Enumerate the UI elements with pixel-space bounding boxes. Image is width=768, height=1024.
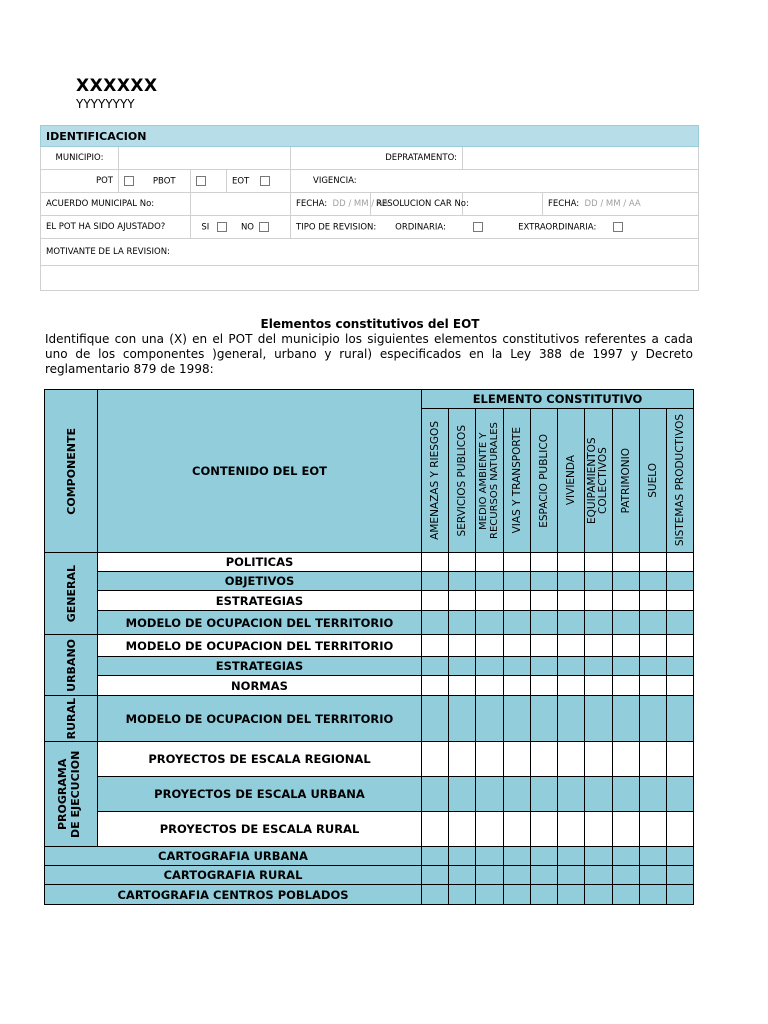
mark-cell[interactable]	[558, 812, 585, 847]
column-header	[422, 409, 449, 553]
mark-cell[interactable]	[531, 572, 558, 591]
row-label: CARTOGRAFIA CENTROS POBLADOS	[45, 885, 422, 905]
row-label: CARTOGRAFIA URBANA	[45, 847, 422, 866]
group-label: RURAL	[64, 697, 78, 740]
mark-cell[interactable]	[558, 572, 585, 591]
elemento-header: ELEMENTO CONSTITUTIVO	[422, 390, 694, 409]
column-label: SERVICIOS PUBLICOS	[455, 424, 468, 537]
mark-cell[interactable]	[640, 657, 667, 676]
mark-cell[interactable]	[476, 812, 504, 847]
identification-form	[40, 125, 699, 291]
mark-cell[interactable]	[422, 777, 449, 812]
mark-cell[interactable]	[558, 611, 585, 635]
mark-cell[interactable]	[449, 812, 476, 847]
group-label: GENERAL	[64, 564, 78, 623]
resolucion-label: RESOLUCION CAR No:	[371, 193, 463, 216]
mark-cell[interactable]	[667, 696, 694, 742]
mark-cell[interactable]	[640, 635, 667, 657]
pot-checkbox[interactable]	[124, 176, 134, 186]
mark-cell[interactable]	[558, 696, 585, 742]
mark-cell[interactable]	[585, 553, 613, 572]
elements-table	[44, 389, 694, 905]
mark-cell[interactable]	[531, 866, 558, 885]
mark-cell[interactable]	[531, 657, 558, 676]
column-label: VIAS Y TRANSPORTE	[510, 427, 523, 534]
row-label: POLITICAS	[98, 553, 422, 572]
mark-cell[interactable]	[613, 866, 640, 885]
mark-cell[interactable]	[667, 611, 694, 635]
mark-cell[interactable]	[558, 591, 585, 611]
row-label: MODELO DE OCUPACION DEL TERRITORIO	[98, 635, 422, 657]
mark-cell[interactable]	[476, 591, 504, 611]
group-programa	[45, 742, 98, 847]
eot-option	[227, 170, 291, 193]
mark-cell[interactable]	[585, 635, 613, 657]
mark-cell[interactable]	[531, 611, 558, 635]
column-label: MEDIO AMBIENTE Y RECURSOS NATURALES	[477, 422, 500, 539]
mark-cell[interactable]	[640, 777, 667, 812]
ajustado-options	[191, 216, 291, 239]
municipio-label: MUNICIPIO:	[41, 147, 119, 170]
document-subtitle: YYYYYYYY	[76, 97, 135, 111]
group-label: URBANO	[64, 638, 78, 692]
mark-cell[interactable]	[585, 657, 613, 676]
tipo-revision-row	[291, 216, 699, 239]
mark-cell[interactable]	[531, 742, 558, 777]
column-header	[504, 409, 531, 553]
acuerdo-field[interactable]	[191, 193, 291, 216]
mark-cell[interactable]	[667, 572, 694, 591]
section-description: Identifique con una (X) en el POT del municipio los siguientes elementos constitutivos referentes a cada uno de los componentes )general, urbano y rural) especificados en la Ley 388 de 1997 y Decreto reglamentario 879 de 1998:	[45, 332, 693, 376]
mark-cell[interactable]	[504, 657, 531, 676]
column-header	[476, 409, 504, 553]
no-label: NO	[240, 222, 254, 233]
mark-cell[interactable]	[504, 572, 531, 591]
row-label: ESTRATEGIAS	[98, 657, 422, 676]
mark-cell[interactable]	[476, 572, 504, 591]
mark-cell[interactable]	[476, 553, 504, 572]
fecha-placeholder: DD / MM / AA	[332, 199, 389, 209]
mark-cell[interactable]	[422, 657, 449, 676]
mark-cell[interactable]	[449, 572, 476, 591]
mark-cell[interactable]	[667, 812, 694, 847]
mark-cell[interactable]	[613, 553, 640, 572]
mark-cell[interactable]	[558, 885, 585, 905]
mark-cell[interactable]	[476, 635, 504, 657]
document-title: XXXXXX	[76, 76, 158, 96]
mark-cell[interactable]	[449, 777, 476, 812]
mark-cell[interactable]	[585, 885, 613, 905]
mark-cell[interactable]	[585, 611, 613, 635]
mark-cell[interactable]	[640, 553, 667, 572]
row-label: PROYECTOS DE ESCALA URBANA	[98, 777, 422, 812]
mark-cell[interactable]	[422, 696, 449, 742]
mark-cell[interactable]	[585, 591, 613, 611]
mark-cell[interactable]	[585, 866, 613, 885]
mark-cell[interactable]	[585, 572, 613, 591]
mark-cell[interactable]	[504, 591, 531, 611]
ordinaria-checkbox[interactable]	[473, 222, 483, 232]
eot-label: EOT	[232, 176, 250, 187]
mark-cell[interactable]	[585, 676, 613, 696]
column-label: PATRIMONIO	[619, 447, 632, 514]
mark-cell[interactable]	[585, 847, 613, 866]
fecha-placeholder: DD / MM / AA	[584, 199, 641, 209]
mark-cell[interactable]	[667, 742, 694, 777]
mark-cell[interactable]	[476, 696, 504, 742]
mark-cell[interactable]	[558, 866, 585, 885]
mark-cell[interactable]	[640, 696, 667, 742]
mark-cell[interactable]	[531, 885, 558, 905]
mark-cell[interactable]	[558, 676, 585, 696]
mark-cell[interactable]	[640, 572, 667, 591]
mark-cell[interactable]	[531, 696, 558, 742]
column-label: EQUIPAMIENTOS COLECTIVOS	[585, 437, 609, 524]
mark-cell[interactable]	[476, 611, 504, 635]
mark-cell[interactable]	[449, 696, 476, 742]
mark-cell[interactable]	[585, 742, 613, 777]
mark-cell[interactable]	[504, 611, 531, 635]
componente-header	[45, 390, 98, 553]
mark-cell[interactable]	[613, 696, 640, 742]
row-label: NORMAS	[98, 676, 422, 696]
fecha-resolucion[interactable]	[543, 193, 699, 216]
mark-cell[interactable]	[531, 676, 558, 696]
mark-cell[interactable]	[667, 885, 694, 905]
mark-cell[interactable]	[504, 635, 531, 657]
extraordinaria-checkbox[interactable]	[613, 222, 623, 232]
mark-cell[interactable]	[422, 572, 449, 591]
mark-cell[interactable]	[613, 611, 640, 635]
pbot-label: PBOT	[152, 176, 176, 187]
mark-cell[interactable]	[504, 696, 531, 742]
mark-cell[interactable]	[558, 657, 585, 676]
mark-cell[interactable]	[476, 847, 504, 866]
mark-cell[interactable]	[640, 885, 667, 905]
column-label: VIVIENDA	[564, 455, 577, 506]
componente-label: COMPONENTE	[64, 427, 78, 515]
mark-cell[interactable]	[476, 885, 504, 905]
eot-checkbox[interactable]	[260, 176, 270, 186]
acuerdo-label: ACUERDO MUNICIPAL No:	[41, 193, 191, 216]
mark-cell[interactable]	[422, 742, 449, 777]
group-general	[45, 553, 98, 635]
fecha-label: FECHA:	[548, 199, 580, 209]
group-label: PROGRAMA DE EJECUCION	[56, 750, 82, 838]
row-label: MODELO DE OCUPACION DEL TERRITORIO	[98, 696, 422, 742]
group-rural	[45, 696, 98, 742]
mark-cell[interactable]	[667, 553, 694, 572]
mark-cell[interactable]	[449, 866, 476, 885]
ajustado-label: EL POT HA SIDO AJUSTADO?	[41, 216, 191, 239]
mark-cell[interactable]	[667, 866, 694, 885]
mark-cell[interactable]	[667, 676, 694, 696]
si-checkbox[interactable]	[217, 222, 227, 232]
mark-cell[interactable]	[585, 777, 613, 812]
mark-cell[interactable]	[558, 847, 585, 866]
column-header	[613, 409, 640, 553]
mark-cell[interactable]	[640, 847, 667, 866]
mark-cell[interactable]	[476, 777, 504, 812]
column-label: SUELO	[646, 463, 659, 498]
mark-cell[interactable]	[667, 635, 694, 657]
mark-cell[interactable]	[476, 866, 504, 885]
mark-cell[interactable]	[585, 696, 613, 742]
column-label: AMENAZAS Y RIESGOS	[428, 421, 441, 540]
column-header	[640, 409, 667, 553]
mark-cell[interactable]	[531, 812, 558, 847]
mark-cell[interactable]	[613, 812, 640, 847]
mark-cell[interactable]	[667, 847, 694, 866]
mark-cell[interactable]	[640, 866, 667, 885]
mark-cell[interactable]	[504, 777, 531, 812]
mark-cell[interactable]	[640, 611, 667, 635]
mark-cell[interactable]	[449, 611, 476, 635]
row-label: OBJETIVOS	[98, 572, 422, 591]
mark-cell[interactable]	[422, 847, 449, 866]
mark-cell[interactable]	[613, 777, 640, 812]
mark-cell[interactable]	[613, 847, 640, 866]
fecha-label: FECHA:	[296, 199, 328, 209]
mark-cell[interactable]	[667, 591, 694, 611]
identificacion-header: IDENTIFICACION	[41, 126, 699, 147]
mark-cell[interactable]	[531, 591, 558, 611]
mark-cell[interactable]	[558, 635, 585, 657]
extraordinaria-label: EXTRAORDINARIA:	[518, 222, 597, 233]
mark-cell[interactable]	[476, 676, 504, 696]
mark-cell[interactable]	[422, 553, 449, 572]
mark-cell[interactable]	[613, 635, 640, 657]
mark-cell[interactable]	[667, 777, 694, 812]
no-checkbox[interactable]	[259, 222, 269, 232]
mark-cell[interactable]	[640, 812, 667, 847]
fecha-acuerdo[interactable]	[291, 193, 389, 216]
motivante-field[interactable]	[41, 266, 699, 291]
mark-cell[interactable]	[449, 657, 476, 676]
column-header	[558, 409, 585, 553]
motivante-label: MOTIVANTE DE LA REVISION:	[41, 239, 699, 266]
mark-cell[interactable]	[585, 812, 613, 847]
mark-cell[interactable]	[504, 812, 531, 847]
mark-cell[interactable]	[558, 777, 585, 812]
mark-cell[interactable]	[613, 591, 640, 611]
mark-cell[interactable]	[504, 553, 531, 572]
mark-cell[interactable]	[613, 572, 640, 591]
mark-cell[interactable]	[504, 847, 531, 866]
column-header	[667, 409, 694, 553]
mark-cell[interactable]	[422, 885, 449, 905]
mark-cell[interactable]	[504, 742, 531, 777]
column-label: ESPACIO PUBLICO	[537, 433, 550, 528]
ordinaria-label: ORDINARIA:	[395, 222, 446, 233]
mark-cell[interactable]	[613, 676, 640, 696]
group-urbano	[45, 635, 98, 696]
mark-cell[interactable]	[422, 635, 449, 657]
mark-cell[interactable]	[449, 885, 476, 905]
mark-cell[interactable]	[476, 657, 504, 676]
row-label: MODELO DE OCUPACION DEL TERRITORIO	[98, 611, 422, 635]
mark-cell[interactable]	[613, 885, 640, 905]
mark-cell[interactable]	[422, 812, 449, 847]
column-header	[585, 409, 613, 553]
mark-cell[interactable]	[504, 885, 531, 905]
mark-cell[interactable]	[558, 553, 585, 572]
municipio-field[interactable]	[119, 147, 291, 170]
row-label: CARTOGRAFIA RURAL	[45, 866, 422, 885]
pbot-option	[191, 170, 227, 193]
mark-cell[interactable]	[640, 676, 667, 696]
mark-cell[interactable]	[667, 657, 694, 676]
mark-cell[interactable]	[558, 742, 585, 777]
pot-label: POT	[41, 170, 119, 193]
column-header	[449, 409, 476, 553]
contenido-header: CONTENIDO DEL EOT	[98, 390, 422, 553]
mark-cell[interactable]	[449, 676, 476, 696]
mark-cell[interactable]	[449, 553, 476, 572]
row-label: PROYECTOS DE ESCALA RURAL	[98, 812, 422, 847]
mark-cell[interactable]	[449, 591, 476, 611]
departamento-label: DEPRATAMENTO:	[291, 147, 463, 170]
mark-cell[interactable]	[640, 591, 667, 611]
mark-cell[interactable]	[613, 657, 640, 676]
row-label: ESTRATEGIAS	[98, 591, 422, 611]
column-label: SISTEMAS PRODUCTIVOS	[673, 414, 686, 547]
mark-cell[interactable]	[422, 591, 449, 611]
tipo-revision-label: TIPO DE REVISION:	[296, 222, 377, 233]
mark-cell[interactable]	[449, 635, 476, 657]
mark-cell[interactable]	[422, 866, 449, 885]
section-title: Elementos constitutivos del EOT	[260, 317, 480, 331]
mark-cell[interactable]	[504, 676, 531, 696]
mark-cell[interactable]	[531, 635, 558, 657]
mark-cell[interactable]	[531, 777, 558, 812]
si-label: SI	[201, 222, 210, 233]
mark-cell[interactable]	[640, 742, 667, 777]
mark-cell[interactable]	[476, 742, 504, 777]
row-label: PROYECTOS DE ESCALA REGIONAL	[98, 742, 422, 777]
departamento-field[interactable]	[463, 147, 699, 170]
mark-cell[interactable]	[613, 742, 640, 777]
pbot-checkbox[interactable]	[196, 176, 206, 186]
mark-cell[interactable]	[531, 847, 558, 866]
mark-cell[interactable]	[422, 676, 449, 696]
mark-cell[interactable]	[422, 611, 449, 635]
mark-cell[interactable]	[449, 847, 476, 866]
resolucion-field[interactable]	[463, 193, 543, 216]
mark-cell[interactable]	[504, 866, 531, 885]
pot-option	[119, 170, 191, 193]
mark-cell[interactable]	[531, 553, 558, 572]
vigencia-label: VIGENCIA:	[291, 170, 699, 193]
mark-cell[interactable]	[449, 742, 476, 777]
column-header	[531, 409, 558, 553]
